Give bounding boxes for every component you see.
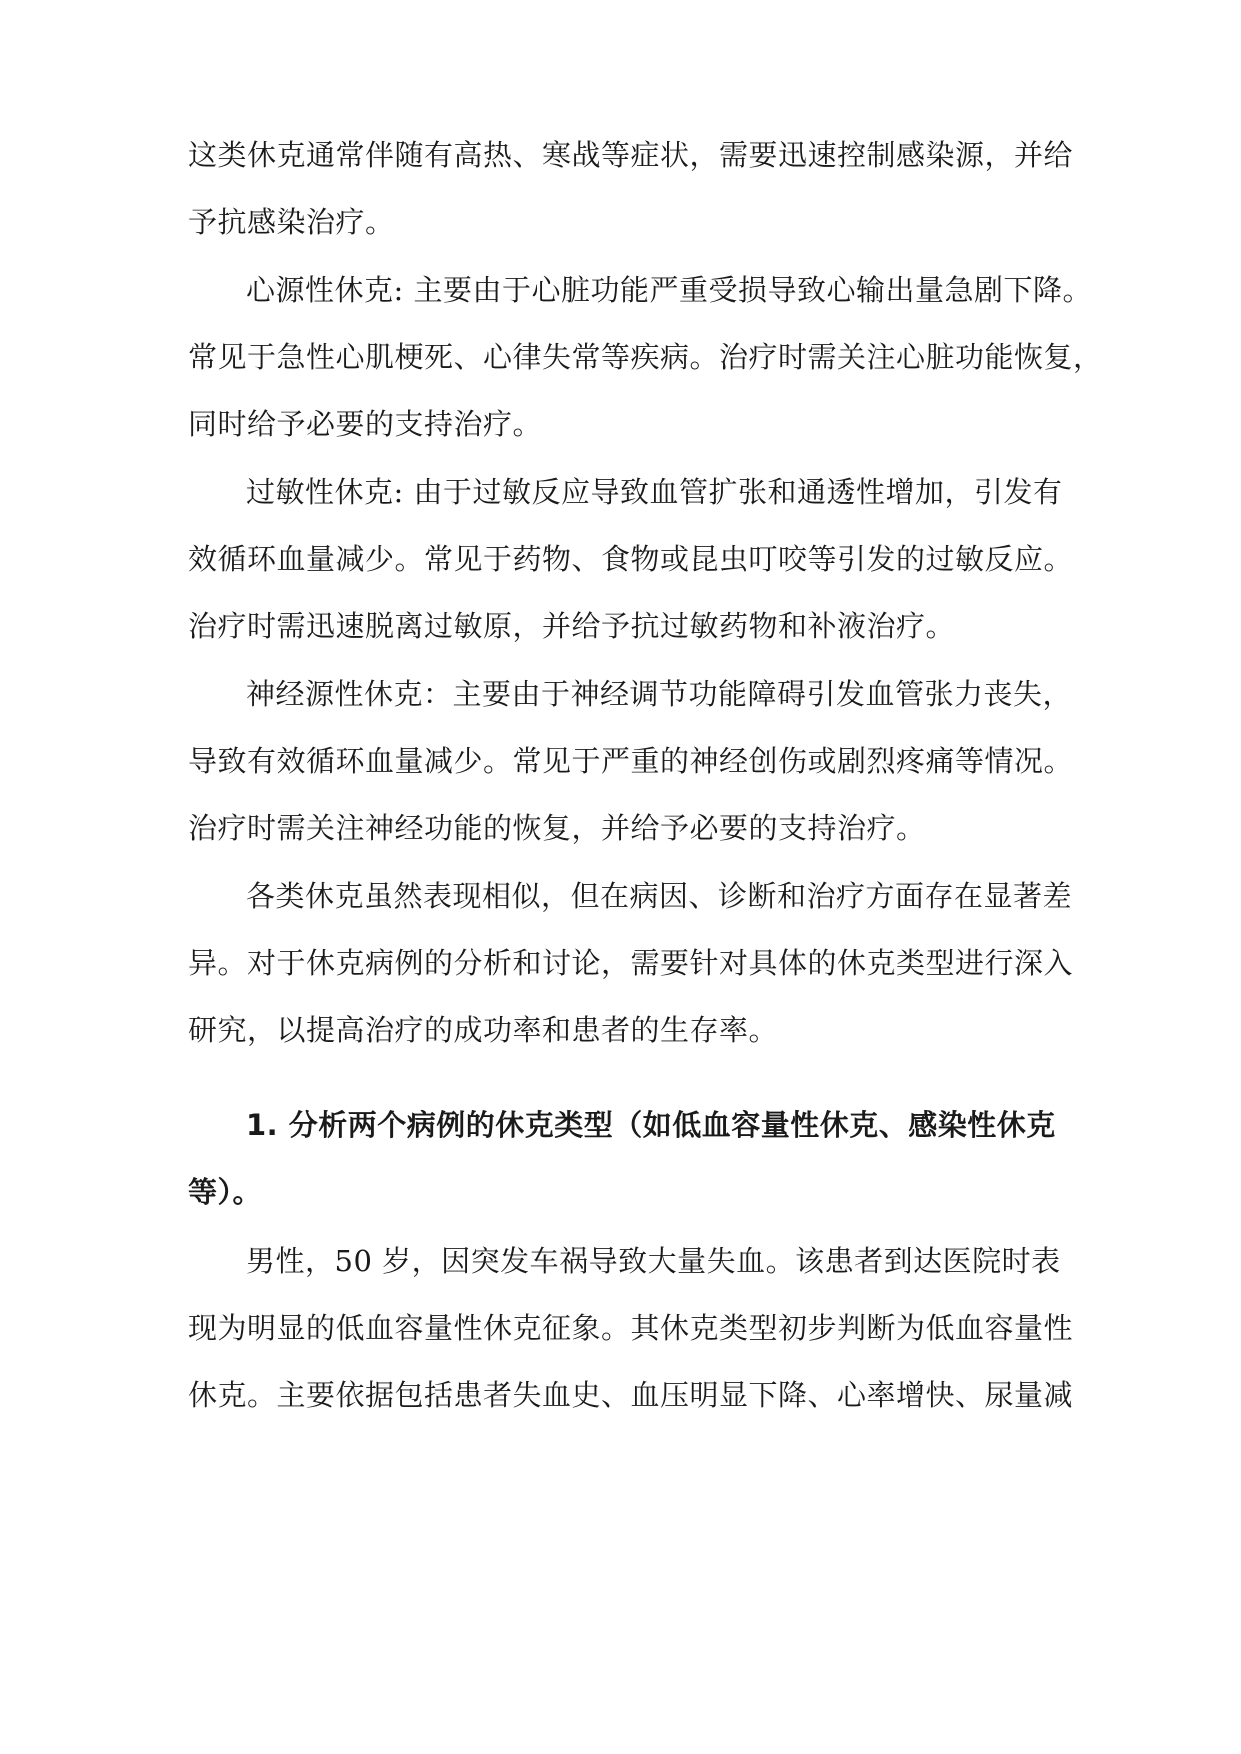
paragraph-line: 同时给予必要的支持治疗。 (188, 407, 543, 441)
paragraph-line: 治疗时需迅速脱离过敏原，并给予抗过敏药物和补液治疗。 (188, 609, 956, 643)
paragraph-line: 现为明显的低血容量性休克征象。其休克类型初步判断为低血容量性 (188, 1311, 1074, 1345)
paragraph-line: 这类休克通常伴随有高热、寒战等症状，需要迅速控制感染源，并给 (188, 138, 1074, 172)
paragraph-line: 男性，50 岁，因突发车祸导致大量失血。该患者到达医院时表 (246, 1244, 1061, 1278)
section-heading: 等）。 (188, 1175, 263, 1209)
paragraph-line: 过敏性休克: 由于过敏反应导致血管扩张和通透性增加，引发有 (246, 475, 1063, 509)
paragraph-line: 心源性休克: 主要由于心脏功能严重受损导致心输出量急剧下降。 (246, 273, 1092, 307)
paragraph-line: 休克。主要依据包括患者失血史、血压明显下降、心率增快、尿量减 (188, 1378, 1074, 1412)
paragraph-line: 导致有效循环血量减少。常见于严重的神经创伤或剧烈疼痛等情况。 (188, 744, 1074, 778)
paragraph-line: 治疗时需关注神经功能的恢复，并给予必要的支持治疗。 (188, 811, 926, 845)
paragraph-line: 各类休克虽然表现相似，但在病因、诊断和治疗方面存在显著差 (246, 879, 1073, 913)
section-heading: 1. 分析两个病例的休克类型（如低血容量性休克、感染性休克 (246, 1108, 1056, 1142)
paragraph-line: 神经源性休克：主要由于神经调节功能障碍引发血管张力丧失， (246, 677, 1073, 711)
paragraph-line: 常见于急性心肌梗死、心律失常等疾病。治疗时需关注心脏功能恢复， (188, 340, 1103, 374)
paragraph-line: 研究，以提高治疗的成功率和患者的生存率。 (188, 1013, 779, 1047)
paragraph-line: 予抗感染治疗。 (188, 205, 395, 239)
paragraph-line: 效循环血量减少。常见于药物、食物或昆虫叮咬等引发的过敏反应。 (188, 542, 1074, 576)
paragraph-line: 异。对于休克病例的分析和讨论，需要针对具体的休克类型进行深入 (188, 946, 1074, 980)
